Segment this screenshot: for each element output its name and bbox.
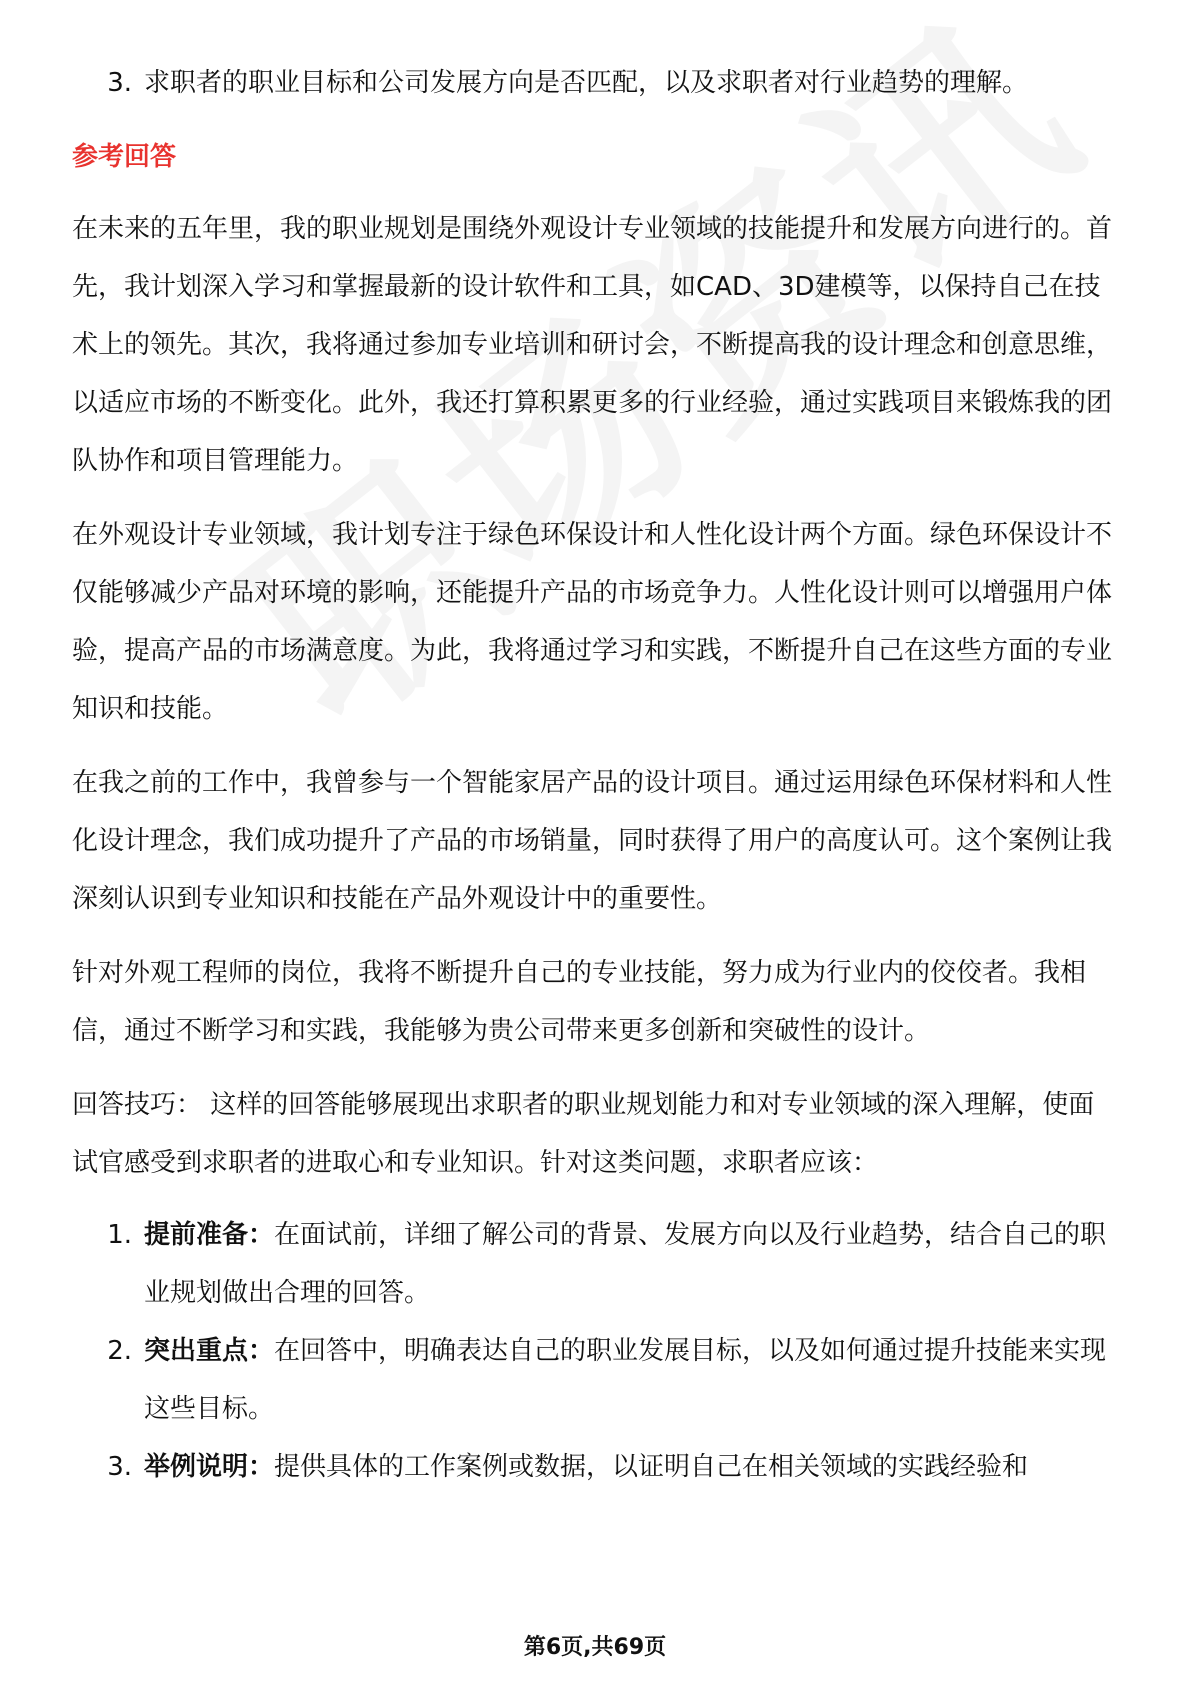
list-number: 3. [107,68,132,98]
page-footer: 第6页,共69页 [523,1635,667,1660]
section-title: 参考回答 [72,142,177,172]
tip-number: 3. [107,1452,132,1482]
tip-number: 1. [107,1220,132,1250]
answer-paragraph-2: 在外观设计专业领域，我计划专注于绿色环保设计和人性化设计两个方面。绿色环保设计不仅能够减少产品对环境的影响，还能提升产品的市场竞争力。人性化设计则可以增强用户体验，提高产品的市场满意度。为此，我将通过学习和实践，不断提升自己在这些方面的专业知识和技能。 [72,520,1113,724]
tip-text: 提供具体的工作案例或数据，以证明自己在相关领域的实践经验和 [274,1452,1029,1482]
tip-lead: 突出重点： [144,1336,275,1366]
tip-text: 在回答中，明确表达自己的职业发展目标，以及如何通过提升技能来实现这些目标。 [144,1336,1107,1424]
document-body [72,54,1118,1496]
tip-item [72,1438,1118,1496]
list-item [72,54,1118,112]
list-text: 求职者的职业目标和公司发展方向是否匹配，以及求职者对行业趋势的理解。 [144,68,1029,98]
tip-item [72,1206,1118,1322]
tip-text: 在面试前，详细了解公司的背景、发展方向以及行业趋势，结合自己的职业规划做出合理的回答。 [144,1220,1107,1308]
answer-paragraph-1: 在未来的五年里，我的职业规划是围绕外观设计专业领域的技能提升和发展方向进行的。首先，我计划深入学习和掌握最新的设计软件和工具，如CAD、3D建模等，以保持自己在技术上的领先。其次，我将通过参加专业培训和研讨会，不断提高我的设计理念和创意思维，以适应市场的不断变化。此外，我还打算积累更多的行业经验，通过实践项目来锻炼我的团队协作和项目管理能力。 [72,214,1113,476]
answer-paragraph-3: 在我之前的工作中，我曾参与一个智能家居产品的设计项目。通过运用绿色环保材料和人性化设计理念，我们成功提升了产品的市场销量，同时获得了用户的高度认可。这个案例让我深刻认识到专业知识和技能在产品外观设计中的重要性。 [72,768,1113,914]
answer-paragraph-4: 针对外观工程师的岗位，我将不断提升自己的专业技能，努力成为行业内的佼佼者。我相信，通过不断学习和实践，我能够为贵公司带来更多创新和突破性的设计。 [72,958,1087,1046]
tips-intro-paragraph: 回答技巧： 这样的回答能够展现出求职者的职业规划能力和对专业领域的深入理解，使面试官感受到求职者的进取心和专业知识。针对这类问题，求职者应该： [72,1090,1095,1178]
tip-item [72,1322,1118,1438]
tip-number: 2. [107,1336,132,1366]
tip-lead: 提前准备： [144,1220,275,1250]
tip-lead: 举例说明： [144,1452,275,1482]
